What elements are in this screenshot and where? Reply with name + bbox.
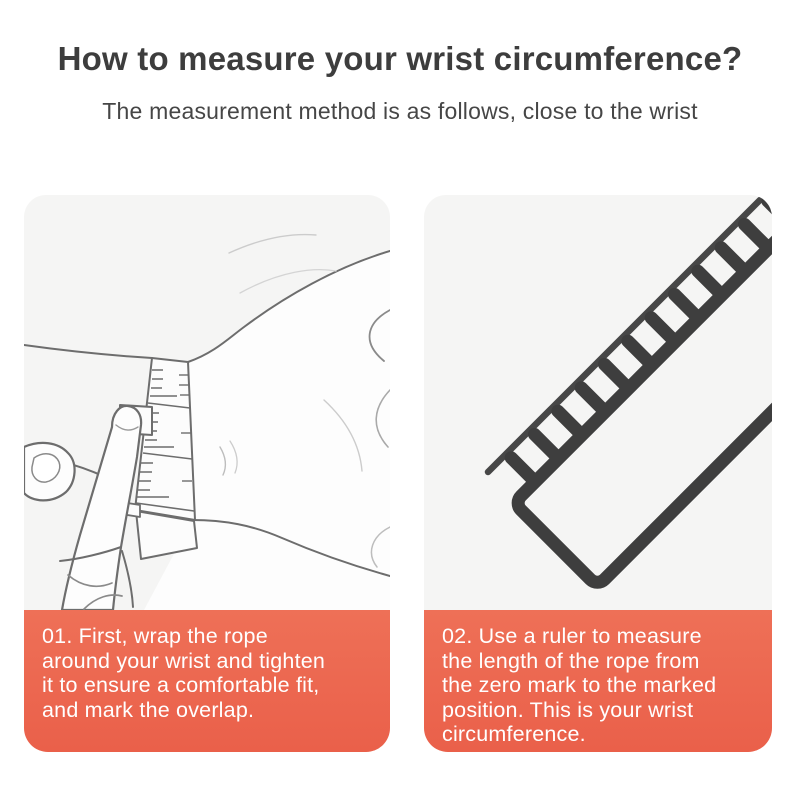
step-2-text-panel [424, 610, 772, 752]
step-1-card [24, 195, 390, 752]
steps-container [24, 195, 772, 752]
page-title: How to measure your wrist circumference? [57, 40, 743, 77]
step-2-card [424, 195, 772, 752]
pointing-thumb [24, 443, 75, 500]
step-text-line: the zero mark to the marked [442, 673, 717, 697]
step-text-line: circumference. [442, 722, 586, 746]
page-subtitle: The measurement method is as follows, close to the wrist [102, 98, 698, 124]
step-text-line: 01. First, wrap the rope [42, 624, 268, 648]
wrist-measure-illustration [24, 195, 390, 610]
step-text-line: and mark the overlap. [42, 697, 255, 722]
step-text-line: the length of the rope from [442, 648, 700, 673]
pointing-finger [60, 406, 141, 610]
ruler-illustration [424, 195, 772, 610]
step-text-line: position. This is your wrist [442, 697, 694, 722]
ruler-icon [490, 195, 772, 586]
step-1-text-panel [24, 610, 390, 752]
step-text-line: it to ensure a comfortable fit, [42, 673, 320, 697]
step-text-line: 02. Use a ruler to measure [442, 624, 702, 648]
step-text-line: around your wrist and tighten [42, 648, 326, 673]
